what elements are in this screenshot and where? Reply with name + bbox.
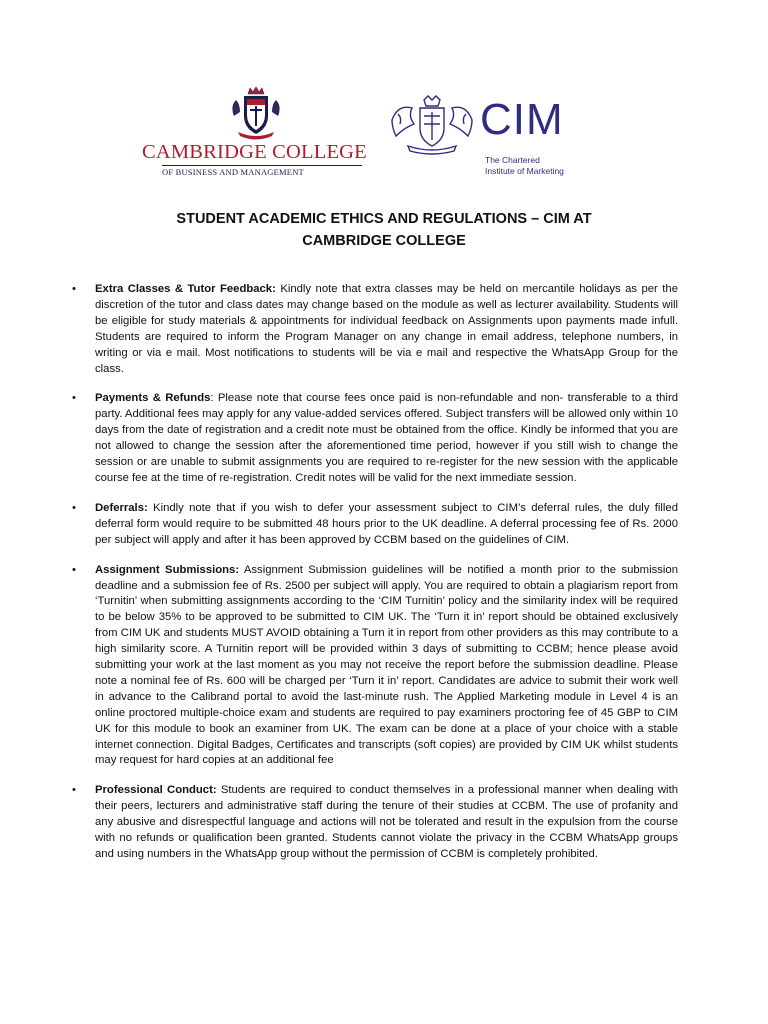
section-paragraph — [95, 501, 678, 549]
section-deferrals — [72, 501, 678, 549]
cambridge-crest-icon — [228, 86, 284, 140]
cim-tagline-line-1: The Chartered — [485, 155, 540, 165]
section-body: : Please note that course fees once paid is non-refundable and non- transferable to a third party. Additional fees may apply for any value-added services offered. Subject transfers will be allowed only within 10 days from the date of registration and a credit note must be obtained from the office. Kindly be informed that you are not allowed to change the session after the aforementioned time period, however if you still wish to change the session or are unable to submit assignments you are required to re-register for the new session with the applicable course fee at the time of re-registration. Credit notes will be valid for the next immediate session. — [95, 392, 678, 484]
cim-tagline-line-2: Institute of Marketing — [485, 166, 564, 176]
cambridge-college-name: CAMBRIDGE COLLEGE — [142, 141, 367, 163]
section-heading: Payments & Refunds — [95, 392, 211, 405]
bullet-icon: • — [72, 501, 76, 514]
section-paragraph — [95, 282, 678, 377]
section-heading: Professional Conduct: — [95, 784, 217, 797]
bullet-icon: • — [72, 283, 76, 295]
section-assignment-submissions — [72, 563, 678, 770]
regulations-list — [72, 282, 678, 877]
section-paragraph — [95, 563, 678, 770]
cim-crest-icon — [388, 94, 476, 156]
section-heading: Deferrals: — [95, 501, 148, 514]
section-extra-classes — [72, 282, 678, 377]
document-title-line-2: CAMBRIDGE COLLEGE — [302, 233, 466, 249]
section-body: Students are required to conduct themselves in a professional manner when dealing with their peers, lecturers and administrative staff during the tenure of their studies at CCBM. The use of profanity and any abusive and disrespectful language and actions will not be tolerated and result in the expulsion from the course with no refunds or qualification been granted. Students cannot violate the privacy in the CCBM WhatsApp groups and using numbers in the WhatsApp group without the permission of CCBM is completely prohibited. — [95, 784, 678, 860]
cambridge-college-logo — [142, 86, 368, 178]
section-paragraph — [95, 783, 678, 863]
section-heading: Extra Classes & Tutor Feedback: — [95, 283, 276, 295]
document-title — [110, 208, 658, 252]
bullet-icon: • — [72, 392, 76, 405]
section-body: Kindly note that extra classes may be held on mercantile holidays as per the discretion of the tutor and class dates may change based on the module as well as lecturer availability. Students will be eligible for study materials & appointments for individual feedback on Assignments upon payments made infull. Students are required to inform the Program Manager on any change in email address, telephone numbers, in writing or via e mail. Most notifications to students will be via e mail and respective the WhatsApp Group for the class. — [95, 283, 678, 375]
section-payments-refunds — [72, 391, 678, 486]
cim-wordmark: CIM — [480, 95, 564, 144]
section-heading: Assignment Submissions: — [95, 563, 240, 576]
bullet-icon: • — [72, 784, 76, 797]
bullet-icon: • — [72, 563, 76, 576]
document-title-line-1: STUDENT ACADEMIC ETHICS AND REGULATIONS – CIM AT — [176, 211, 592, 227]
section-professional-conduct — [72, 783, 678, 863]
section-body: Kindly note that if you wish to defer your assessment subject to CIM’s deferral rules, the duly filled deferral form would require to be submitted 48 hours prior to the UK deadline. A deferral processing fee of Rs. 2000 per subject will apply and after it has been approved by CCBM based on the guidelines of CIM. — [95, 501, 678, 546]
section-body: Assignment Submission guidelines will be notified a month prior to the submission deadline and a submission fee of Rs. 2500 per subject will apply. You are required to obtain a plagiarism report from ‘Turnitin’ when submitting assignments according to the ‘CIM Turnitin’ policy and the similarity index will be required to be below 35% to be approved to be submitted to CIM UK. The ‘Turn it in’ report should be obtained exclusively from CIM UK and students MUST AVOID obtaining a Turn it in report from other providers as this may contribute to a high similarity score. A Turnitin report will be provided within 3 days of submitting to CCBM; hence please avoid submitting your work at the last moment as you may not receive the report before the submission deadline. Please note a nominal fee of Rs. 600 will be charged per ‘Turn it in’ report. Candidates are advice to submit their work well in advance to the Calibrand portal to avoid the last-minute rush. The Applied Marketing module in Level 4 is an online proctored multiple-choice exam and students are required to pay examiners proctoring fee of 45 GBP to CIM UK for this module to book an examiner from UK. The exam can be done at a place of your choice with a stable internet connection. Digital Badges, Certificates and transcripts (soft copies) are provided by CIM UK whilst students may request for hard copies at an additional fee — [95, 563, 678, 767]
section-paragraph — [95, 391, 678, 486]
cambridge-college-subtitle: OF BUSINESS AND MANAGEMENT — [162, 165, 362, 177]
cim-logo — [388, 92, 588, 182]
